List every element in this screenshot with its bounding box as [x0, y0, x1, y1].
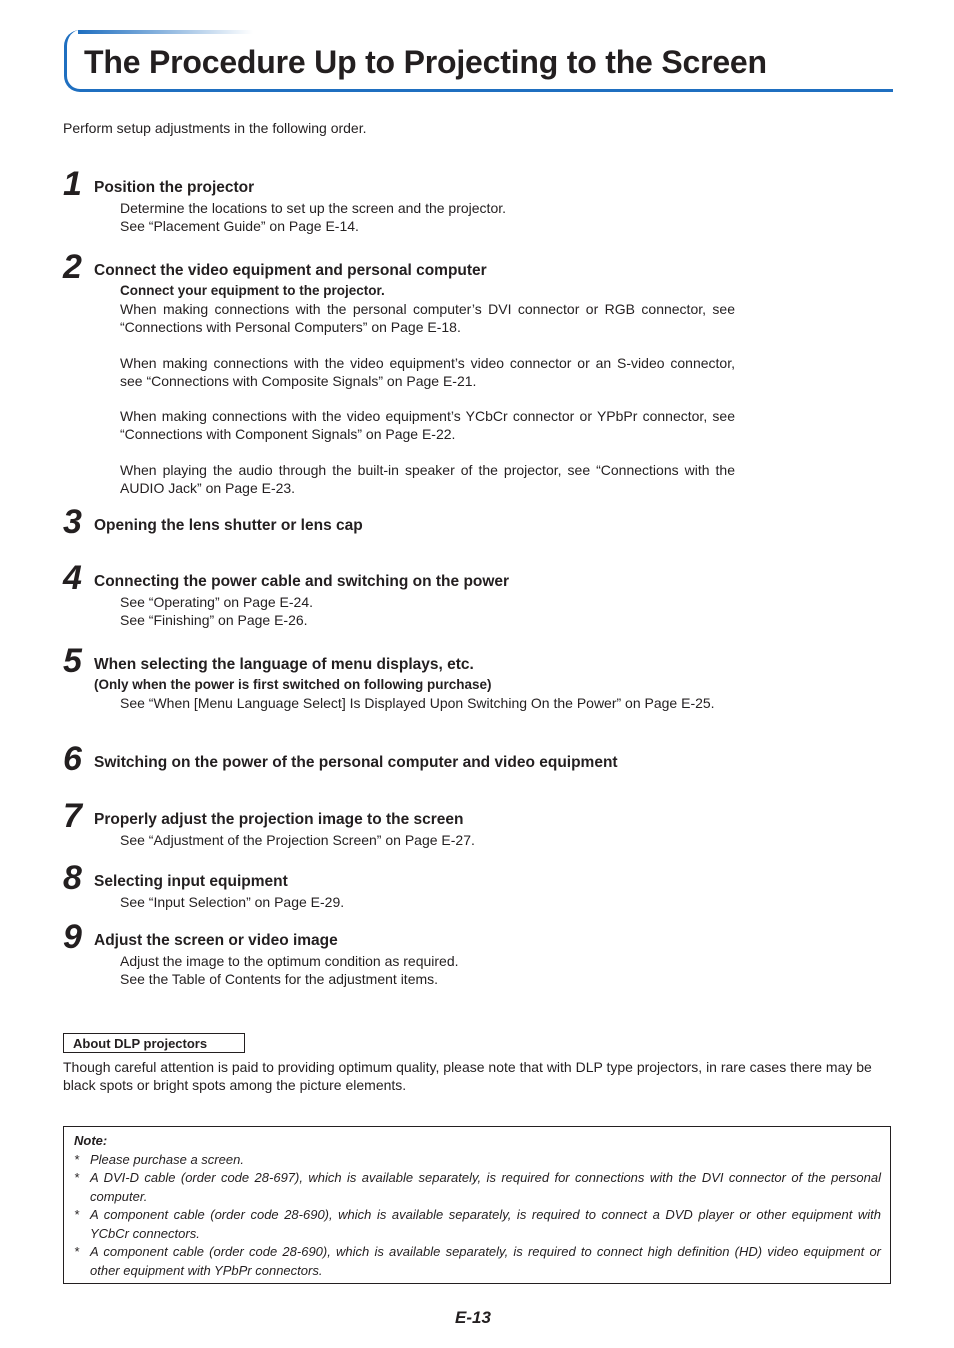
- about-dlp-text: Though careful attention is paid to providing optimum quality, please note that with DLP type projectors, in rare cases there may be black spots or bright spots among the picture elements.: [63, 1059, 872, 1093]
- step-line: See “Input Selection” on Page E-29.: [120, 894, 345, 910]
- step-title: Position the projector: [94, 179, 255, 196]
- note-bullet: *: [74, 1244, 80, 1259]
- step-number: 3: [63, 503, 82, 541]
- step-title: Properly adjust the projection image to the screen: [94, 811, 464, 828]
- about-dlp-label: About DLP projectors: [63, 1033, 245, 1053]
- step-paragraph: When making connections with the video equipment’s video connector or an S-video connector, see “Connections with Composite Signals” on Page E-21.: [120, 354, 735, 389]
- step-title: Connect the video equipment and personal computer: [94, 262, 487, 279]
- note-bullet: *: [74, 1170, 80, 1185]
- note-item-text: A component cable (order code 28-690), which is available separately, is required to connect a DVD player or other equipment with YCbCr connectors.: [90, 1207, 881, 1241]
- step-title: Selecting input equipment: [94, 873, 288, 890]
- step-subheading: Connect your equipment to the projector.: [120, 283, 385, 298]
- step-line: See the Table of Contents for the adjustment items.: [120, 971, 439, 987]
- step-number: 5: [63, 642, 82, 680]
- step-paragraph: When playing the audio through the built-in speaker of the projector, see “Connections with the AUDIO Jack” on Page E-23.: [120, 461, 735, 496]
- title-accent-line: [78, 30, 253, 34]
- step-subheading: (Only when the power is first switched on following purchase): [94, 677, 492, 692]
- note-item-text: A DVI-D cable (order code 28-697), which is available separately, is required for connections with the DVI connector of the personal computer.: [90, 1170, 881, 1204]
- step-line: See “Operating” on Page E-24.: [120, 594, 314, 610]
- step-line: See “Finishing” on Page E-26.: [120, 612, 308, 628]
- step-title: Adjust the screen or video image: [94, 932, 338, 949]
- step-body: [94, 676, 735, 712]
- step-body: [120, 893, 735, 911]
- step-title: Opening the lens shutter or lens cap: [94, 517, 363, 534]
- note-item: [74, 1206, 881, 1243]
- step-number: 1: [63, 165, 82, 203]
- step-line: See “When [Menu Language Select] Is Displayed Upon Switching On the Power” on Page E-25.: [120, 695, 715, 711]
- step-line: See “Placement Guide” on Page E-14.: [120, 218, 359, 234]
- page-number: E-13: [455, 1308, 491, 1327]
- note-item: [74, 1243, 881, 1280]
- step-number: 9: [63, 918, 82, 956]
- step-number: 2: [63, 248, 82, 286]
- step-body: [120, 831, 735, 849]
- step-number: 4: [63, 559, 82, 597]
- step-line: See “Adjustment of the Projection Screen” on Page E-27.: [120, 832, 475, 848]
- note-heading: Note:: [74, 1133, 108, 1148]
- step-paragraph: When making connections with the video equipment’s YCbCr connector or YPbPr connector, see “Connections with Component Signals” on Page E-22.: [120, 408, 735, 442]
- note-bullet: *: [74, 1151, 80, 1167]
- note-item-text: Please purchase a screen.: [90, 1151, 244, 1167]
- note-bullet: *: [74, 1207, 80, 1222]
- step-line: Determine the locations to set up the screen and the projector.: [120, 200, 507, 216]
- note-box: [63, 1126, 891, 1284]
- step-title: Connecting the power cable and switching on the power: [94, 573, 510, 590]
- step-number: 6: [63, 740, 82, 778]
- page-title: The Procedure Up to Projecting to the Screen: [84, 44, 767, 80]
- step-line: Adjust the image to the optimum condition as required.: [120, 953, 459, 969]
- step-number: 8: [63, 859, 82, 897]
- step-number: 7: [63, 797, 82, 835]
- step-paragraph: When making connections with the personal computer’s DVI connector or RGB connector, see “Connections with Personal Computers” on Page E-18.: [120, 301, 735, 335]
- step-body: [120, 593, 735, 629]
- step-body: [120, 952, 735, 988]
- step-title: When selecting the language of menu displays, etc.: [94, 656, 474, 673]
- note-item: [74, 1151, 881, 1170]
- step-title: Switching on the power of the personal computer and video equipment: [94, 754, 618, 771]
- intro-text: Perform setup adjustments in the following order.: [63, 120, 367, 136]
- note-item-text: A component cable (order code 28-690), which is available separately, is required to connect high definition (HD) video equipment or other equipment with YPbPr connectors.: [90, 1244, 881, 1278]
- step-body: [120, 199, 735, 235]
- step-body: [120, 282, 735, 497]
- note-item: [74, 1169, 881, 1206]
